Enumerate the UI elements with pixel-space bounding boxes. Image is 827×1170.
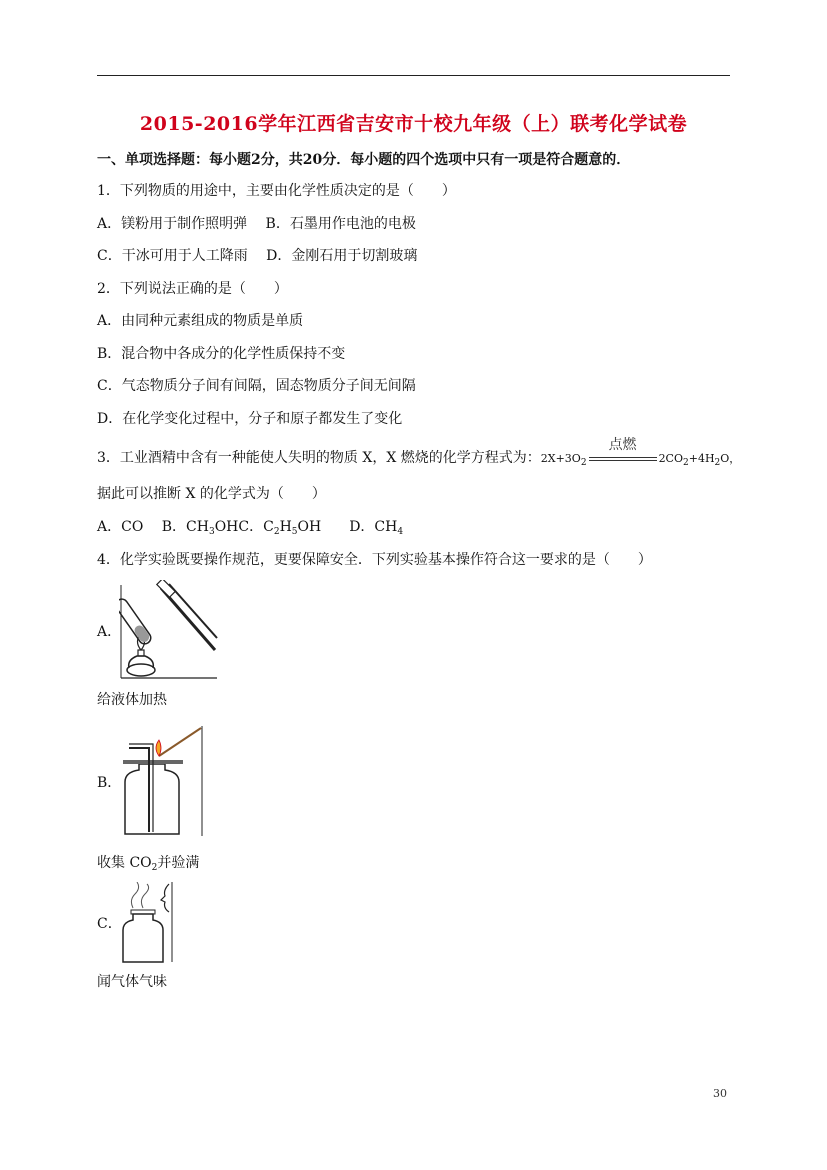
q3-opt-part: A．CO B．CH bbox=[97, 519, 209, 535]
q4-option-c-caption: 闻气体气味 bbox=[97, 974, 167, 990]
eq-subscript: 2 bbox=[683, 458, 689, 468]
q4-option-b-letter: B． bbox=[97, 775, 122, 791]
q3-subscript: 2 bbox=[273, 527, 280, 537]
eq-subscript: 2 bbox=[714, 458, 721, 468]
reaction-arrow bbox=[589, 437, 657, 468]
smelling-gas-figure bbox=[119, 882, 175, 964]
q4-option-b-caption bbox=[97, 854, 199, 877]
page-title: 2015-2016学年江西省吉安市十校九年级（上）联考化学试卷 bbox=[139, 113, 688, 135]
collecting-co2-figure bbox=[119, 726, 205, 838]
q4-option-c-letter: C． bbox=[97, 916, 122, 932]
caption-subscript: 2 bbox=[151, 863, 158, 873]
section-heading: 一、单项选择题：每小题2分，共20分．每小题的四个选项中只有一项是符合题意的． bbox=[97, 152, 631, 168]
chemical-equation bbox=[540, 437, 741, 468]
eq-subscript: 2 bbox=[580, 458, 587, 468]
q3-stem: 3．工业酒精中含有一种能使人失明的物质 X，X 燃烧的化学方程式为： bbox=[97, 450, 541, 466]
q1-stem: 1．下列物质的用途中，主要由化学性质决定的是（ ） bbox=[97, 183, 456, 199]
arrow-line-top bbox=[589, 457, 657, 458]
q4-option-a-caption: 给液体加热 bbox=[97, 692, 167, 708]
q3-stem2: 据此可以推断 X 的化学式为（ ） bbox=[97, 486, 326, 502]
q1-options-cd: C．干冰可用于人工降雨 D．金刚石用于切割玻璃 bbox=[97, 248, 418, 264]
q3-opt-part: OHC．C bbox=[214, 519, 274, 535]
q2-option-a: A．由同种元素组成的物质是单质 bbox=[97, 313, 304, 329]
q2-option-b: B．混合物中各成分的化学性质保持不变 bbox=[97, 346, 346, 362]
q4-stem: 4．化学实验既要操作规范，更要保障安全．下列实验基本操作符合这一要求的是（ ） bbox=[97, 552, 652, 568]
q2-option-c: C．气态物质分子间有间隔，固态物质分子间无间隔 bbox=[97, 378, 416, 394]
q2-stem: 2．下列说法正确的是（ ） bbox=[97, 281, 288, 297]
q3-subscript: 4 bbox=[397, 527, 404, 537]
q3-stem-line bbox=[97, 437, 741, 472]
q2-option-d: D．在化学变化过程中，分子和原子都发生了变化 bbox=[97, 411, 403, 427]
eq-reactants: 2X+3O bbox=[540, 452, 581, 465]
q3-subscript: 5 bbox=[291, 527, 298, 537]
page-number: 30 bbox=[713, 1087, 727, 1100]
q1-options-ab: A．镁粉用于制作照明弹 B．石墨用作电池的电极 bbox=[97, 216, 416, 232]
caption-part: 并验满 bbox=[157, 855, 200, 871]
caption-part: 收集 CO bbox=[97, 855, 152, 871]
reaction-condition: 点燃 bbox=[608, 437, 637, 453]
arrow-line-bottom bbox=[589, 460, 657, 461]
heating-liquid-figure bbox=[119, 580, 219, 680]
header-rule bbox=[97, 75, 730, 76]
q3-options bbox=[97, 518, 403, 541]
eq-product-h2o: +4H bbox=[688, 452, 715, 465]
q3-subscript: 3 bbox=[208, 527, 215, 537]
q4-option-a-letter: A． bbox=[97, 624, 122, 640]
eq-product-end: O， bbox=[720, 452, 741, 465]
eq-product-co2: 2CO bbox=[658, 452, 683, 465]
q3-opt-part: OH D．CH bbox=[297, 519, 398, 535]
q3-opt-part: H bbox=[279, 519, 292, 535]
